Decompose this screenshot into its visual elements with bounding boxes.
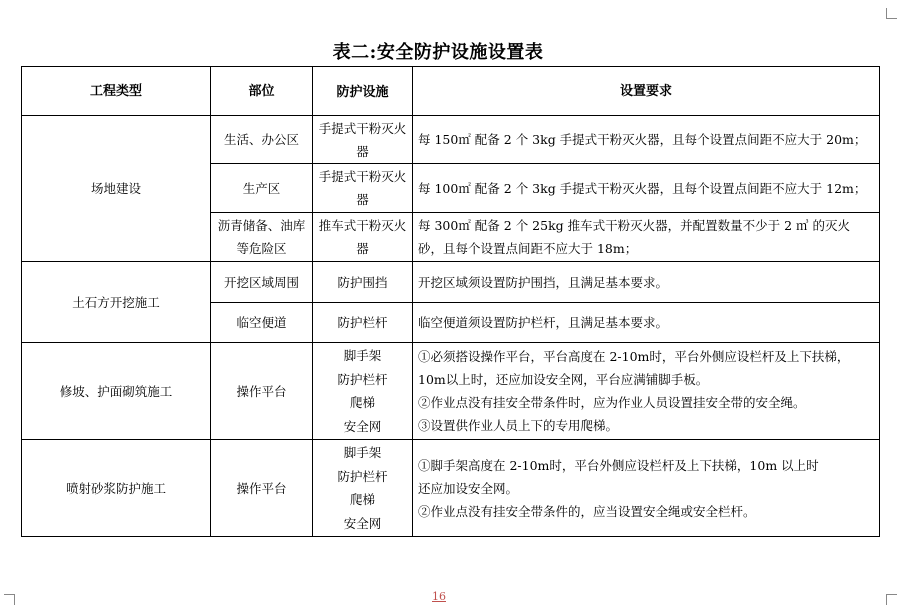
- page-number: 16: [432, 590, 446, 603]
- page-corner-mark: [886, 594, 897, 605]
- requirement-cell: 每 300㎡ 配备 2 个 25kg 推车式干粉灭火器，并配置数量不少于 2 ㎥ 的灭火砂，且每个设置点间距不应大于 18m；: [413, 213, 880, 262]
- facility-list-cell: [313, 440, 413, 537]
- location-cell: 生活、办公区: [211, 116, 313, 164]
- type-cell: 喷射砂浆防护施工: [22, 440, 211, 537]
- facility-item: 防护栏杆: [337, 371, 388, 387]
- table-row: [22, 262, 880, 303]
- location-cell: 操作平台: [211, 440, 313, 537]
- requirement-item: ②作业点没有挂安全带条件时，应为作业人员设置挂安全带的安全绳。: [418, 395, 806, 410]
- requirement-list-cell: [413, 440, 880, 537]
- type-cell: 土石方开挖施工: [22, 262, 211, 343]
- location-cell: 开挖区域周围: [211, 262, 313, 303]
- facility-item: 爬梯: [349, 395, 375, 410]
- table-row: [22, 116, 880, 164]
- facility-cell: 防护栏杆: [313, 303, 413, 343]
- location-cell: 操作平台: [211, 343, 313, 440]
- type-cell: 场地建设: [22, 116, 211, 262]
- header-location: 部位: [211, 67, 313, 116]
- facility-cell: 手提式干粉灭火器: [313, 116, 413, 164]
- location-cell: 生产区: [211, 164, 313, 213]
- requirement-cell: 每 150㎡ 配备 2 个 3kg 手提式干粉灭火器，且每个设置点间距不应大于 20m；: [413, 116, 880, 164]
- table-header-row: [22, 67, 880, 116]
- requirement-item: ①脚手架高度在 2-10m时，平台外侧应设栏杆及上下扶梯，10m 以上时: [418, 457, 819, 473]
- requirement-item: ②作业点没有挂安全带条件的，应当设置安全绳或安全栏杆。: [418, 503, 756, 519]
- facility-item: 安全网: [343, 418, 382, 434]
- safety-facilities-table: [21, 66, 880, 537]
- facility-item: 防护栏杆: [337, 468, 388, 484]
- header-type: 工程类型: [22, 67, 211, 116]
- facility-cell: 手提式干粉灭火器: [313, 164, 413, 213]
- table-title: 表二:安全防护设施设置表: [332, 42, 544, 63]
- type-cell: 修坡、护面砌筑施工: [22, 343, 211, 440]
- header-facility: 防护设施: [313, 67, 413, 116]
- facility-list-cell: [313, 343, 413, 440]
- table-row: [22, 440, 880, 537]
- page-corner-mark: [886, 8, 897, 19]
- requirement-cell: 临空便道须设置防护栏杆，且满足基本要求。: [413, 303, 880, 343]
- requirement-item: 还应加设安全网。: [418, 480, 519, 496]
- requirement-cell: 开挖区域须设置防护围挡，且满足基本要求。: [413, 262, 880, 303]
- requirement-cell: 每 100㎡ 配备 2 个 3kg 手提式干粉灭火器，且每个设置点间距不应大于 12m；: [413, 164, 880, 213]
- header-requirement: 设置要求: [413, 67, 880, 116]
- facility-item: 爬梯: [349, 492, 375, 507]
- facility-cell: 推车式干粉灭火器: [313, 213, 413, 262]
- requirement-item: ①必须搭设操作平台，平台高度在 2-10m时，平台外侧应设栏杆及上下扶梯，10m以上时，还应加设安全网，平台应满铺脚手板。: [418, 349, 850, 387]
- facility-item: 脚手架: [343, 348, 382, 363]
- requirement-list-cell: [413, 343, 880, 440]
- table-row: [22, 343, 880, 440]
- requirement-item: ③设置供作业人员上下的专用爬梯。: [418, 418, 619, 433]
- location-cell: 临空便道: [211, 303, 313, 343]
- facility-cell: 防护围挡: [313, 262, 413, 303]
- location-cell: 沥青储备、油库等危险区: [211, 213, 313, 262]
- facility-item: 安全网: [343, 515, 382, 531]
- facility-item: 脚手架: [343, 445, 382, 460]
